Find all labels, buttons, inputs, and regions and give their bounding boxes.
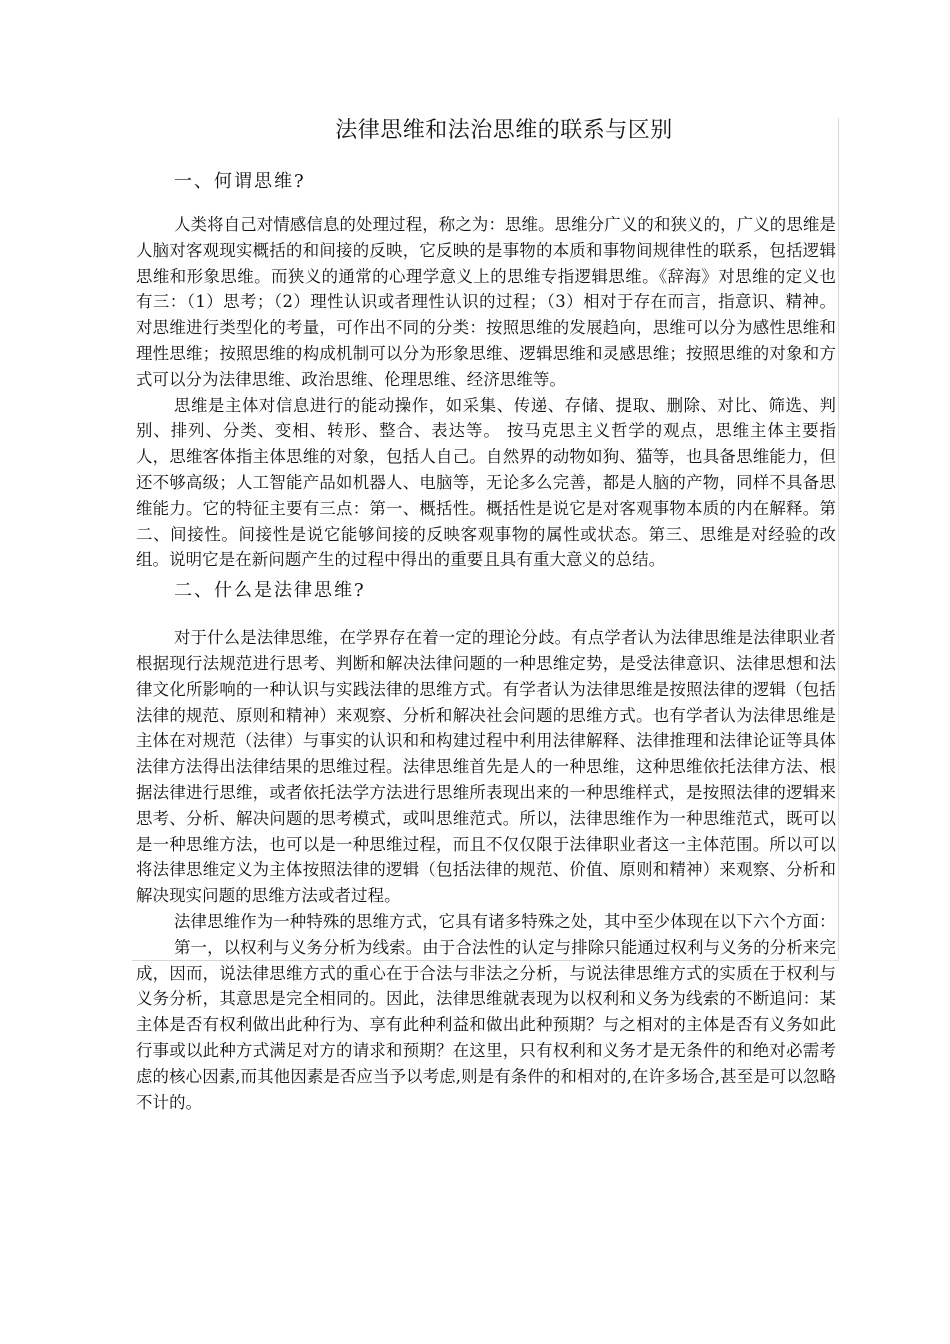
section-2-paragraph-1: 对于什么是法律思维，在学界存在着一定的理论分歧。有点学者认为法律思维是法律职业者根据现行法规范进行思考、判断和解决法律问题的一种思维定势，是受法律意识、法律思想和法律文化所影响的一种认识与实践法律的思维方式。有学者认为法律思维是按照法律的逻辑（包括法律的规范、原则和精神）来观察、分析和解决社会问题的思维方式。也有学者认为法律思维是主体在对规范（法律）与事实的认识和和构建过程中利用法律解释、法律推理和法律论证等具体法律方法得出法律结果的思维过程。法律思维首先是人的一种思维，这种思维依托法律方法、根据法律进行思维，或者依托法学方法进行思维所表现出来的一种思维样式，是按照法律的逻辑来思考、分析、解决问题的思考模式，或叫思维范式。所以，法律思维作为一种思维范式，既可以是一种思维方法，也可以是一种思维过程，而且不仅仅限于法律职业者这一主体范围。所以可以将法律思维定义为主体按照法律的逻辑（包括法律的规范、价值、原则和精神）来观察、分析和解决现实问题的思维方法或者过程。 [136, 628, 836, 906]
section-1-paragraph-2: 思维是主体对信息进行的能动操作，如采集、传递、存储、提取、删除、对比、筛选、判别、排列、分类、变相、转形、整合、表达等。 按马克思主义哲学的观点，思维主体主要指人，思维客体指主体思维的对象，包括人自己。自然界的动物如狗、猫等，也具备思维能力，但还不够高级；人工智能产品如机器人、电脑等，无论多么完善，都是人脑的产物，同样不具备思维能力。它的特征主要有三点：第一、概括性。概括性是说它是对客观事物本质的内在解释。第二、间接性。间接性是说它能够间接的反映客观事物的属性或状态。第三、思维是对经验的改组。说明它是在新问题产生的过程中得出的重要且具有重大意义的总结。 [136, 395, 836, 570]
section-2-paragraph-2: 法律思维作为一种特殊的思维方式，它具有诸多特殊之处，其中至少体现在以下六个方面： [174, 911, 836, 931]
document-title: 法律思维和法治思维的联系与区别 [335, 118, 673, 143]
document-body [136, 114, 836, 1115]
section-2-heading: 二、什么是法律思维? [174, 580, 366, 602]
section-1-heading: 一、何谓思维? [174, 171, 306, 192]
section-1-paragraph-1: 人类将自己对情感信息的处理过程，称之为：思维。思维分广义的和狭义的，广义的思维是人脑对客观现实概括的和间接的反映，它反映的是事物的本质和事物间规律性的联系，包括逻辑思维和形象思维。而狭义的通常的心理学意义上的思维专指逻辑思维。《辞海》对思维的定义也有三：（1）思考；（2）理性认识或者理性认识的过程；（3）相对于存在而言，指意识、精神。对思维进行类型化的考量，可作出不同的分类：按照思维的发展趋向，思维可以分为感性思维和理性思维；按照思维的构成机制可以分为形象思维、逻辑思维和灵感思维；按照思维的对象和方式可以分为法律思维、政治思维、伦理思维、经济思维等。 [136, 215, 836, 389]
section-2-paragraph-3: 第一，以权利与义务分析为线索。由于合法性的认定与排除只能通过权利与义务的分析来完成，因而，说法律思维方式的重心在于合法与非法之分析，与说法律思维方式的实质在于权利与义务分析，其意思是完全相同的。因此，法律思维就表现为以权利和义务为线索的不断追问：某主体是否有权利做出此种行为、享有此种利益和做出此种预期？与之相对的主体是否有义务如此行事或以此种方式满足对方的请求和预期？在这里，只有权利和义务才是无条件的和绝对必需考虑的核心因素,而其他因素是否应当予以考虑,则是有条件的和相对的,在许多场合,甚至是可以忽略不计的。 [136, 937, 836, 1112]
page-border-right [838, 118, 839, 961]
